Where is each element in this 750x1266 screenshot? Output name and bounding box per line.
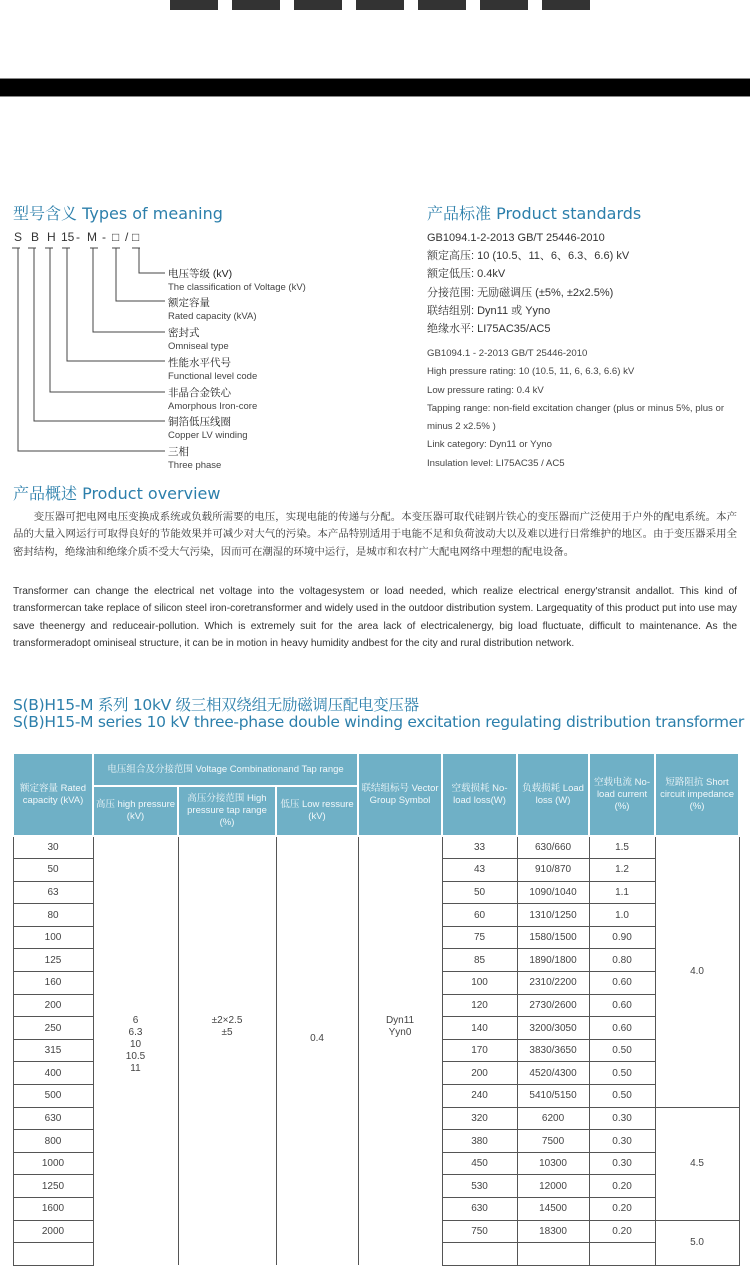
cell-noload: 100 (442, 972, 517, 995)
overview-cn: 变压器可把电网电压变换成系统或负载所需要的电压，实现电能的传递与分配。本变压器可取代硅钢片铁心的变压器而广泛使用于户外的配电系统。本产品的大量入网运行可取得良好的节能效果并可减少对大气的污染。本产品特别适用于电能不足和负荷波动大以及难以进行日常维护的地区。由于变压器采用全密封结构，绝缘油和绝缘介质不受大气污染，因而可在潮湿的环境中运行，是城市和农村广大配电网络中理想的配电设备。 (13, 512, 737, 558)
code-item: 非晶合金铁心 Amorphous Iron-core (168, 387, 258, 412)
cell-capacity: 80 (13, 904, 93, 927)
header-vector: 联结组标号 Vector Group Symbol (358, 753, 442, 836)
cell-current: 1.5 (589, 836, 655, 859)
code-item: 性能水平代号 Functional level code (168, 357, 258, 382)
cell-tap: ±2×2.5 ±5 (178, 836, 276, 1265)
cell-noload: 140 (442, 1017, 517, 1040)
overview-title: 产品概述 Product overview (13, 484, 221, 503)
table-row (13, 836, 739, 859)
cell-capacity: 200 (13, 994, 93, 1017)
cell-load (517, 1243, 589, 1266)
header-current: 空载电流 No-load current (%) (589, 753, 655, 836)
spec-table (12, 752, 740, 1266)
code-char: B (31, 230, 40, 244)
header-lv: 低压 Low ressure (kV) (276, 786, 358, 836)
code-char: H (47, 230, 56, 244)
code-char: □ (112, 230, 120, 244)
cell-noload: 60 (442, 904, 517, 927)
cell-capacity: 630 (13, 1107, 93, 1130)
code-char: S (14, 230, 23, 244)
model-code-tree-lines (0, 245, 170, 465)
cell-load: 1090/1040 (517, 881, 589, 904)
series-title-cn: S(B)H15-M 系列 10kV 级三相双绕组无励磁调压配电变压器 (13, 696, 419, 714)
header-divider-bar (0, 78, 750, 97)
header-impedance: 短路阻抗 Short circuit impedance (%) (655, 753, 739, 836)
cell-load: 3200/3050 (517, 1017, 589, 1040)
cell-load: 1890/1800 (517, 949, 589, 972)
cell-capacity: 250 (13, 1017, 93, 1040)
cell-current: 0.30 (589, 1152, 655, 1175)
cell-noload: 50 (442, 881, 517, 904)
cell-noload: 450 (442, 1152, 517, 1175)
cell-current: 0.30 (589, 1107, 655, 1130)
cell-load: 12000 (517, 1175, 589, 1198)
cell-load: 1580/1500 (517, 926, 589, 949)
code-item: 额定容量 Rated capacity (kVA) (168, 297, 257, 322)
cell-current: 0.20 (589, 1198, 655, 1221)
cell-load: 4520/4300 (517, 1062, 589, 1085)
code-char: M (87, 230, 97, 244)
cell-capacity: 1250 (13, 1175, 93, 1198)
cell-load: 2310/2200 (517, 972, 589, 995)
header-hv: 高压 high pressure (kV) (93, 786, 178, 836)
cell-load: 910/870 (517, 859, 589, 882)
cell-capacity: 30 (13, 836, 93, 859)
code-char: 15 (61, 230, 75, 244)
cell-current (589, 1243, 655, 1266)
cell-capacity: 1600 (13, 1198, 93, 1221)
cell-capacity: 160 (13, 972, 93, 995)
cell-current: 1.2 (589, 859, 655, 882)
cell-lv: 0.4 (276, 836, 358, 1265)
cell-noload: 85 (442, 949, 517, 972)
cell-noload (442, 1243, 517, 1266)
cell-noload: 200 (442, 1062, 517, 1085)
overview-en: Transformer can change the electrical net voltage into the voltagesystem or load needed, which realize electrical energy'stransit andallot. This kind of transformercan take replace of silicon steel iron-coretransformer and widely used in the outdoor distribution system. Largequatity of this product put into use may save theenergy and reduceair-pollution. Which is extremely suit for the area lack of electricalenergy, big load fluctuate, difficult to maintenance. As the transformeradopt ominiseal structure, it can be in motion in heavy humidity andbest for the city and rural distribution network. (13, 586, 737, 649)
cell-noload: 75 (442, 926, 517, 949)
header-tap: 高压分接范围 High pressure tap range (%) (178, 786, 276, 836)
cell-load: 6200 (517, 1107, 589, 1130)
code-char: - (102, 230, 106, 244)
cell-noload: 240 (442, 1085, 517, 1108)
cell-current: 0.80 (589, 949, 655, 972)
types-title: 型号含义 Types of meaning (13, 204, 223, 223)
cell-noload: 630 (442, 1198, 517, 1221)
cell-capacity: 63 (13, 881, 93, 904)
cell-load: 5410/5150 (517, 1085, 589, 1108)
header-noload: 空载损耗 No-load loss(W) (442, 753, 517, 836)
cell-noload: 33 (442, 836, 517, 859)
cell-capacity: 100 (13, 926, 93, 949)
cell-noload: 43 (442, 859, 517, 882)
header-capacity: 额定容量 Rated capacity (kVA) (13, 753, 93, 836)
code-item: 电压等级 (kV) The classification of Voltage (kV) (168, 268, 306, 293)
code-item: 密封式 Omniseal type (168, 327, 229, 352)
code-item: 三相 Three phase (168, 446, 222, 471)
code-char: / (125, 230, 129, 244)
cell-noload: 320 (442, 1107, 517, 1130)
cell-capacity: 2000 (13, 1220, 93, 1243)
cell-capacity: 125 (13, 949, 93, 972)
cell-load: 2730/2600 (517, 994, 589, 1017)
cell-load: 18300 (517, 1220, 589, 1243)
cell-capacity: 400 (13, 1062, 93, 1085)
cell-current: 0.20 (589, 1175, 655, 1198)
cell-capacity: 500 (13, 1085, 93, 1108)
cell-current: 0.90 (589, 926, 655, 949)
standards-en: GB1094.1 - 2-2013 GB/T 25446-2010 High pressure rating: 10 (10.5, 11, 6, 6.3, 6.6) kV Low pressure rating: 0.4 kV Tapping range: non-field excitation changer (plus or minus 5%, plus or minus 2 x2.5% ) Link category: Dyn11 or Yyno Insulation level: LI75AC35 / AC5 (427, 348, 725, 469)
cell-current: 0.60 (589, 1017, 655, 1040)
cell-noload: 380 (442, 1130, 517, 1153)
standards-cn: GB1094.1-2-2013 GB/T 25446-2010 额定高压: 10 (10.5、11、6、6.3、6.6) kV 额定低压: 0.4kV 分接范围: 无励磁调压 (±5%, ±2x2.5%) 联结组别: Dyn11 或 Yyno 绝缘水平: LI75AC35/AC5 (427, 232, 630, 336)
cell-current: 0.50 (589, 1039, 655, 1062)
cell-noload: 750 (442, 1220, 517, 1243)
cell-noload: 120 (442, 994, 517, 1017)
cell-load: 1310/1250 (517, 904, 589, 927)
cell-current: 0.50 (589, 1085, 655, 1108)
cell-load: 3830/3650 (517, 1039, 589, 1062)
cell-impedance: 4.5 (655, 1107, 739, 1220)
cell-capacity (13, 1243, 93, 1266)
cell-load: 630/660 (517, 836, 589, 859)
cell-noload: 530 (442, 1175, 517, 1198)
cell-load: 10300 (517, 1152, 589, 1175)
cell-noload: 170 (442, 1039, 517, 1062)
standards-title: 产品标准 Product standards (427, 204, 642, 223)
header-voltage-group: 电压组合及分接范围 Voltage Combinationand Tap range (93, 753, 358, 786)
cell-current: 0.30 (589, 1130, 655, 1153)
cell-capacity: 1000 (13, 1152, 93, 1175)
cell-current: 1.1 (589, 881, 655, 904)
cell-current: 0.60 (589, 994, 655, 1017)
cell-current: 0.20 (589, 1220, 655, 1243)
cell-hv: 6 6.3 10 10.5 11 (93, 836, 178, 1265)
series-title-en: S(B)H15-M series 10 kV three-phase double winding excitation regulating distribution transformer (13, 713, 744, 731)
code-char: - (76, 230, 80, 244)
header-title-cropped (170, 0, 590, 10)
cell-impedance: 5.0 (655, 1220, 739, 1265)
cell-impedance: 4.0 (655, 836, 739, 1107)
cell-vector: Dyn11 Yyn0 (358, 836, 442, 1265)
cell-capacity: 50 (13, 859, 93, 882)
cell-current: 0.50 (589, 1062, 655, 1085)
cell-capacity: 800 (13, 1130, 93, 1153)
cell-load: 7500 (517, 1130, 589, 1153)
header-load: 负载损耗 Load loss (W) (517, 753, 589, 836)
cell-load: 14500 (517, 1198, 589, 1221)
cell-current: 1.0 (589, 904, 655, 927)
cell-current: 0.60 (589, 972, 655, 995)
cell-capacity: 315 (13, 1039, 93, 1062)
code-item: 铜箔低压线圈 Copper LV winding (168, 416, 248, 441)
code-char: □ (132, 230, 140, 244)
